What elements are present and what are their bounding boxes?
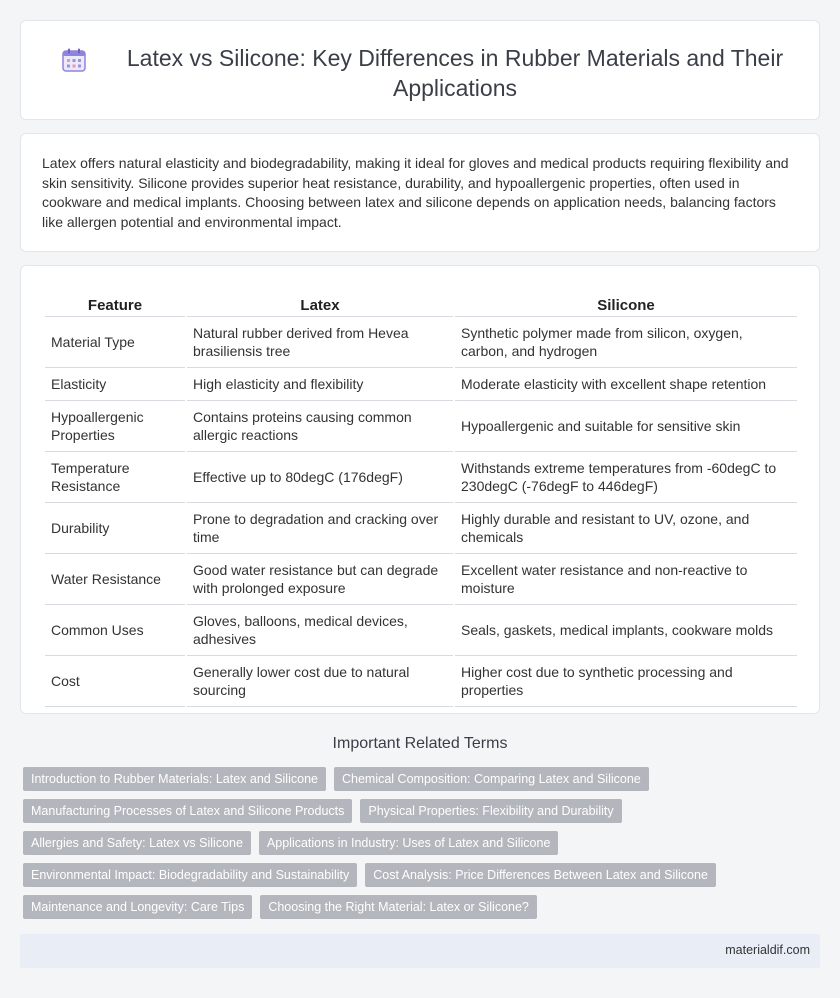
column-header-silicone: Silicone [455, 295, 797, 317]
comparison-table [43, 295, 799, 707]
feature-cell: Hypoallergenic Properties [45, 401, 185, 452]
table-row [45, 368, 797, 401]
footer [20, 934, 820, 968]
column-header-latex: Latex [187, 295, 453, 317]
table-row [45, 656, 797, 707]
latex-cell: Prone to degradation and cracking over time [187, 503, 453, 554]
silicone-cell: Highly durable and resistant to UV, ozone, and chemicals [455, 503, 797, 554]
column-header-feature: Feature [45, 295, 185, 317]
latex-cell: Effective up to 80degC (176degF) [187, 452, 453, 503]
latex-cell: Natural rubber derived from Hevea brasiliensis tree [187, 317, 453, 368]
feature-cell: Cost [45, 656, 185, 707]
related-term-tag[interactable]: Introduction to Rubber Materials: Latex and Silicone [23, 767, 326, 791]
silicone-cell: Seals, gaskets, medical implants, cookware molds [455, 605, 797, 656]
latex-cell: Gloves, balloons, medical devices, adhesives [187, 605, 453, 656]
intro-paragraph: Latex offers natural elasticity and biodegradability, making it ideal for gloves and medical products requiring flexibility and skin sensitivity. Silicone provides superior heat resistance, durability, and hypoallergenic properties, often used in cookware and medical implants. Choosing between latex and silicone depends on application needs, balancing factors like allergen potential and environmental impact. [42, 155, 789, 230]
feature-cell: Common Uses [45, 605, 185, 656]
table-row [45, 452, 797, 503]
related-term-tag[interactable]: Allergies and Safety: Latex vs Silicone [23, 831, 251, 855]
latex-cell: High elasticity and flexibility [187, 368, 453, 401]
related-term-tag[interactable]: Environmental Impact: Biodegradability and Sustainability [23, 863, 357, 887]
feature-cell: Water Resistance [45, 554, 185, 605]
latex-cell: Generally lower cost due to natural sourcing [187, 656, 453, 707]
related-terms-heading: Important Related Terms [332, 735, 508, 752]
related-terms-list [23, 767, 803, 919]
related-term-tag[interactable]: Choosing the Right Material: Latex or Silicone? [260, 895, 537, 919]
related-term-tag[interactable]: Physical Properties: Flexibility and Durability [360, 799, 621, 823]
silicone-cell: Hypoallergenic and suitable for sensitive skin [455, 401, 797, 452]
related-term-tag[interactable]: Maintenance and Longevity: Care Tips [23, 895, 252, 919]
title-card [20, 20, 820, 120]
related-term-tag[interactable]: Manufacturing Processes of Latex and Silicone Products [23, 799, 352, 823]
silicone-cell: Higher cost due to synthetic processing and properties [455, 656, 797, 707]
feature-cell: Temperature Resistance [45, 452, 185, 503]
related-term-tag[interactable]: Cost Analysis: Price Differences Between Latex and Silicone [365, 863, 716, 887]
table-header-row [45, 295, 797, 317]
title-wrap [61, 43, 799, 103]
table-row [45, 554, 797, 605]
table-row [45, 317, 797, 368]
silicone-cell: Synthetic polymer made from silicon, oxygen, carbon, and hydrogen [455, 317, 797, 368]
intro-card [20, 133, 820, 252]
latex-cell: Good water resistance but can degrade with prolonged exposure [187, 554, 453, 605]
footer-site-name: materialdif.com [725, 943, 810, 957]
page-title: Latex vs Silicone: Key Differences in Rubber Materials and Their Applications [126, 45, 784, 101]
table-row [45, 503, 797, 554]
related-term-tag[interactable]: Chemical Composition: Comparing Latex and Silicone [334, 767, 649, 791]
feature-cell: Elasticity [45, 368, 185, 401]
feature-cell: Durability [45, 503, 185, 554]
related-term-tag[interactable]: Applications in Industry: Uses of Latex and Silicone [259, 831, 559, 855]
comparison-card [20, 265, 820, 714]
latex-cell: Contains proteins causing common allergic reactions [187, 401, 453, 452]
table-row [45, 605, 797, 656]
silicone-cell: Moderate elasticity with excellent shape retention [455, 368, 797, 401]
silicone-cell: Excellent water resistance and non-reactive to moisture [455, 554, 797, 605]
feature-cell: Material Type [45, 317, 185, 368]
table-row [45, 401, 797, 452]
silicone-cell: Withstands extreme temperatures from -60degC to 230degC (-76degF to 446degF) [455, 452, 797, 503]
